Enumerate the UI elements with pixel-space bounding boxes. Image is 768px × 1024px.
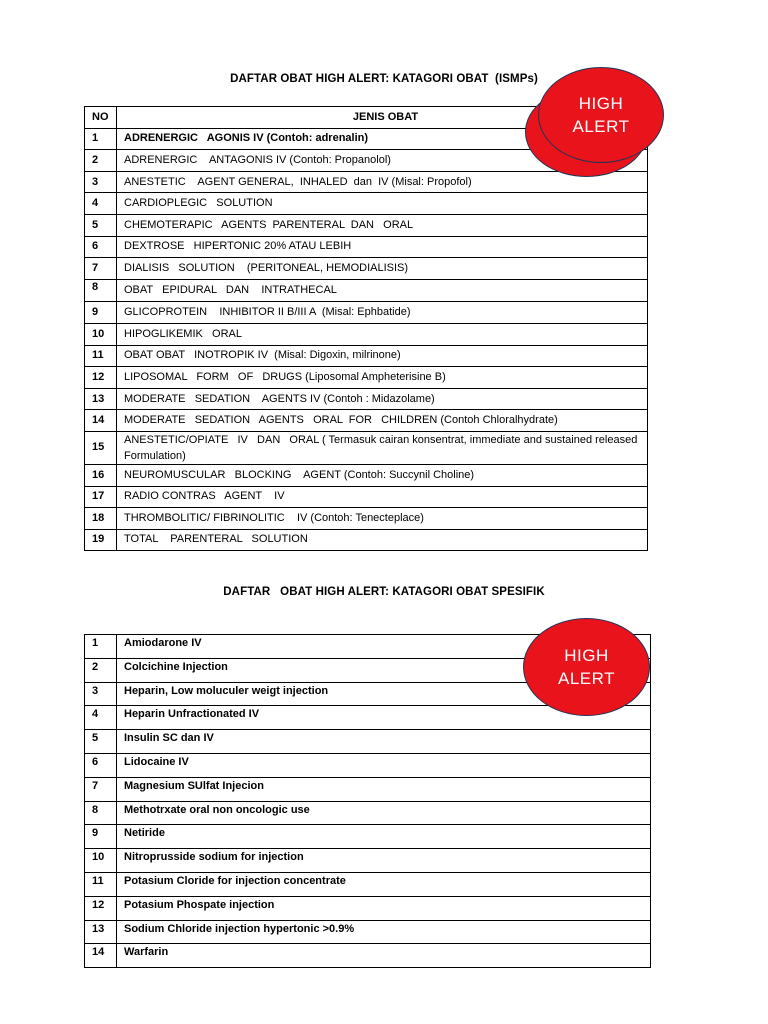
table-row: [85, 920, 651, 944]
table-row: [85, 753, 651, 777]
table-row: [85, 529, 648, 551]
table-row: [85, 279, 648, 302]
row-number: 8: [85, 801, 117, 825]
drug-category: LIPOSOMAL FORM OF DRUGS (Liposomal Ampheterisine B): [117, 367, 648, 389]
row-number: 12: [85, 367, 117, 389]
table-row: [85, 872, 651, 896]
drug-name: Insulin SC dan IV: [117, 730, 651, 754]
table-row: [85, 214, 648, 236]
row-number: 5: [85, 730, 117, 754]
row-number: 8: [85, 279, 117, 302]
row-number: 16: [85, 464, 117, 486]
drug-name: Potasium Phospate injection: [117, 896, 651, 920]
drug-name: Warfarin: [117, 944, 651, 968]
row-number: 6: [85, 236, 117, 258]
table-row: [85, 258, 648, 280]
drug-name: Methotrxate oral non oncologic use: [117, 801, 651, 825]
table-row: [85, 777, 651, 801]
drug-category: ANESTETIC AGENT GENERAL, INHALED dan IV (Misal: Propofol): [117, 171, 648, 193]
drug-name: Potasium Cloride for injection concentrate: [117, 872, 651, 896]
row-number: 14: [85, 410, 117, 432]
table-row: [85, 464, 648, 486]
drug-name: Amiodarone IV: [117, 635, 651, 659]
badge-line-high: HIGH: [564, 646, 609, 665]
row-number: 6: [85, 753, 117, 777]
header-no: NO: [85, 107, 117, 129]
section1-title: DAFTAR OBAT HIGH ALERT: KATAGORI OBAT (ISMPs): [230, 73, 538, 85]
table-row: [85, 486, 648, 508]
row-number: 9: [85, 825, 117, 849]
row-number: 2: [85, 150, 117, 172]
row-number: 3: [85, 171, 117, 193]
row-number: 13: [85, 920, 117, 944]
row-number: 18: [85, 508, 117, 530]
drug-category: ANESTETIC/OPIATE IV DAN ORAL ( Termasuk cairan konsentrat, immediate and sustained released Formulation): [117, 431, 648, 464]
table-row: [85, 896, 651, 920]
table-row: [85, 388, 648, 410]
table-row: [85, 193, 648, 215]
badge-line-high: HIGH: [578, 94, 624, 113]
row-number: 14: [85, 944, 117, 968]
row-number: 11: [85, 345, 117, 367]
table-row: [85, 508, 648, 530]
header-jenis-obat: JENIS OBAT: [117, 107, 648, 129]
drug-name: Nitroprusside sodium for injection: [117, 849, 651, 873]
drug-name: Heparin, Low moluculer weigt injection: [117, 682, 651, 706]
high-alert-badge-bottom: [523, 618, 650, 716]
table-row: [85, 825, 651, 849]
row-number: 4: [85, 706, 117, 730]
row-number: 4: [85, 193, 117, 215]
badge-line-alert: ALERT: [572, 117, 630, 136]
row-number: 10: [85, 849, 117, 873]
row-number: 15: [85, 431, 117, 464]
table-row: [85, 410, 648, 432]
badge-line-alert: ALERT: [558, 669, 615, 688]
drug-name: Netiride: [117, 825, 651, 849]
row-number: 9: [85, 302, 117, 324]
table-row: [85, 345, 648, 367]
table-row: [85, 323, 648, 345]
drug-category: MODERATE SEDATION AGENTS ORAL FOR CHILDREN (Contoh Chloralhydrate): [117, 410, 648, 432]
row-number: 10: [85, 323, 117, 345]
drug-category: OBAT OBAT INOTROPIK IV (Misal: Digoxin, milrinone): [117, 345, 648, 367]
table-row: [85, 171, 648, 193]
row-number: 19: [85, 529, 117, 551]
drug-name: Lidocaine IV: [117, 753, 651, 777]
drug-category: ADRENERGIC ANTAGONIS IV (Contoh: Propanolol): [117, 150, 648, 172]
row-number: 1: [85, 128, 117, 150]
row-number: 11: [85, 872, 117, 896]
drug-name: Heparin Unfractionated IV: [117, 706, 651, 730]
drug-category: HIPOGLIKEMIK ORAL: [117, 323, 648, 345]
row-number: 1: [85, 635, 117, 659]
row-number: 3: [85, 682, 117, 706]
drug-name: Magnesium SUlfat Injecion: [117, 777, 651, 801]
row-number: 2: [85, 658, 117, 682]
section2-title: DAFTAR OBAT HIGH ALERT: KATAGORI OBAT SPESIFIK: [223, 586, 545, 598]
drug-category: ADRENERGIC AGONIS IV (Contoh: adrenalin): [117, 128, 648, 150]
row-number: 7: [85, 777, 117, 801]
table-row: [85, 944, 651, 968]
row-number: 13: [85, 388, 117, 410]
table-row: [85, 236, 648, 258]
drug-category: RADIO CONTRAS AGENT IV: [117, 486, 648, 508]
table-row: [85, 730, 651, 754]
drug-category: DEXTROSE HIPERTONIC 20% ATAU LEBIH: [117, 236, 648, 258]
row-number: 7: [85, 258, 117, 280]
row-number: 17: [85, 486, 117, 508]
drug-name: Colcichine Injection: [117, 658, 651, 682]
row-number: 5: [85, 214, 117, 236]
drug-category: NEUROMUSCULAR BLOCKING AGENT (Contoh: Succynil Choline): [117, 464, 648, 486]
drug-name: Sodium Chloride injection hypertonic >0.9%: [117, 920, 651, 944]
drug-category: GLICOPROTEIN INHIBITOR II B/III A (Misal: Ephbatide): [117, 302, 648, 324]
drug-category: DIALISIS SOLUTION (PERITONEAL, HEMODIALISIS): [117, 258, 648, 280]
table-row: [85, 367, 648, 389]
table-row: [85, 849, 651, 873]
drug-category: CARDIOPLEGIC SOLUTION: [117, 193, 648, 215]
drug-category: CHEMOTERAPIC AGENTS PARENTERAL DAN ORAL: [117, 214, 648, 236]
high-alert-badge-top: [538, 67, 664, 163]
table-row: [85, 302, 648, 324]
drug-category: OBAT EPIDURAL DAN INTRATHECAL: [117, 279, 648, 302]
table-row: [85, 431, 648, 464]
table-row: [85, 801, 651, 825]
drug-category: MODERATE SEDATION AGENTS IV (Contoh : Midazolame): [117, 388, 648, 410]
drug-category: TOTAL PARENTERAL SOLUTION: [117, 529, 648, 551]
drug-category: THROMBOLITIC/ FIBRINOLITIC IV (Contoh: Tenecteplace): [117, 508, 648, 530]
row-number: 12: [85, 896, 117, 920]
